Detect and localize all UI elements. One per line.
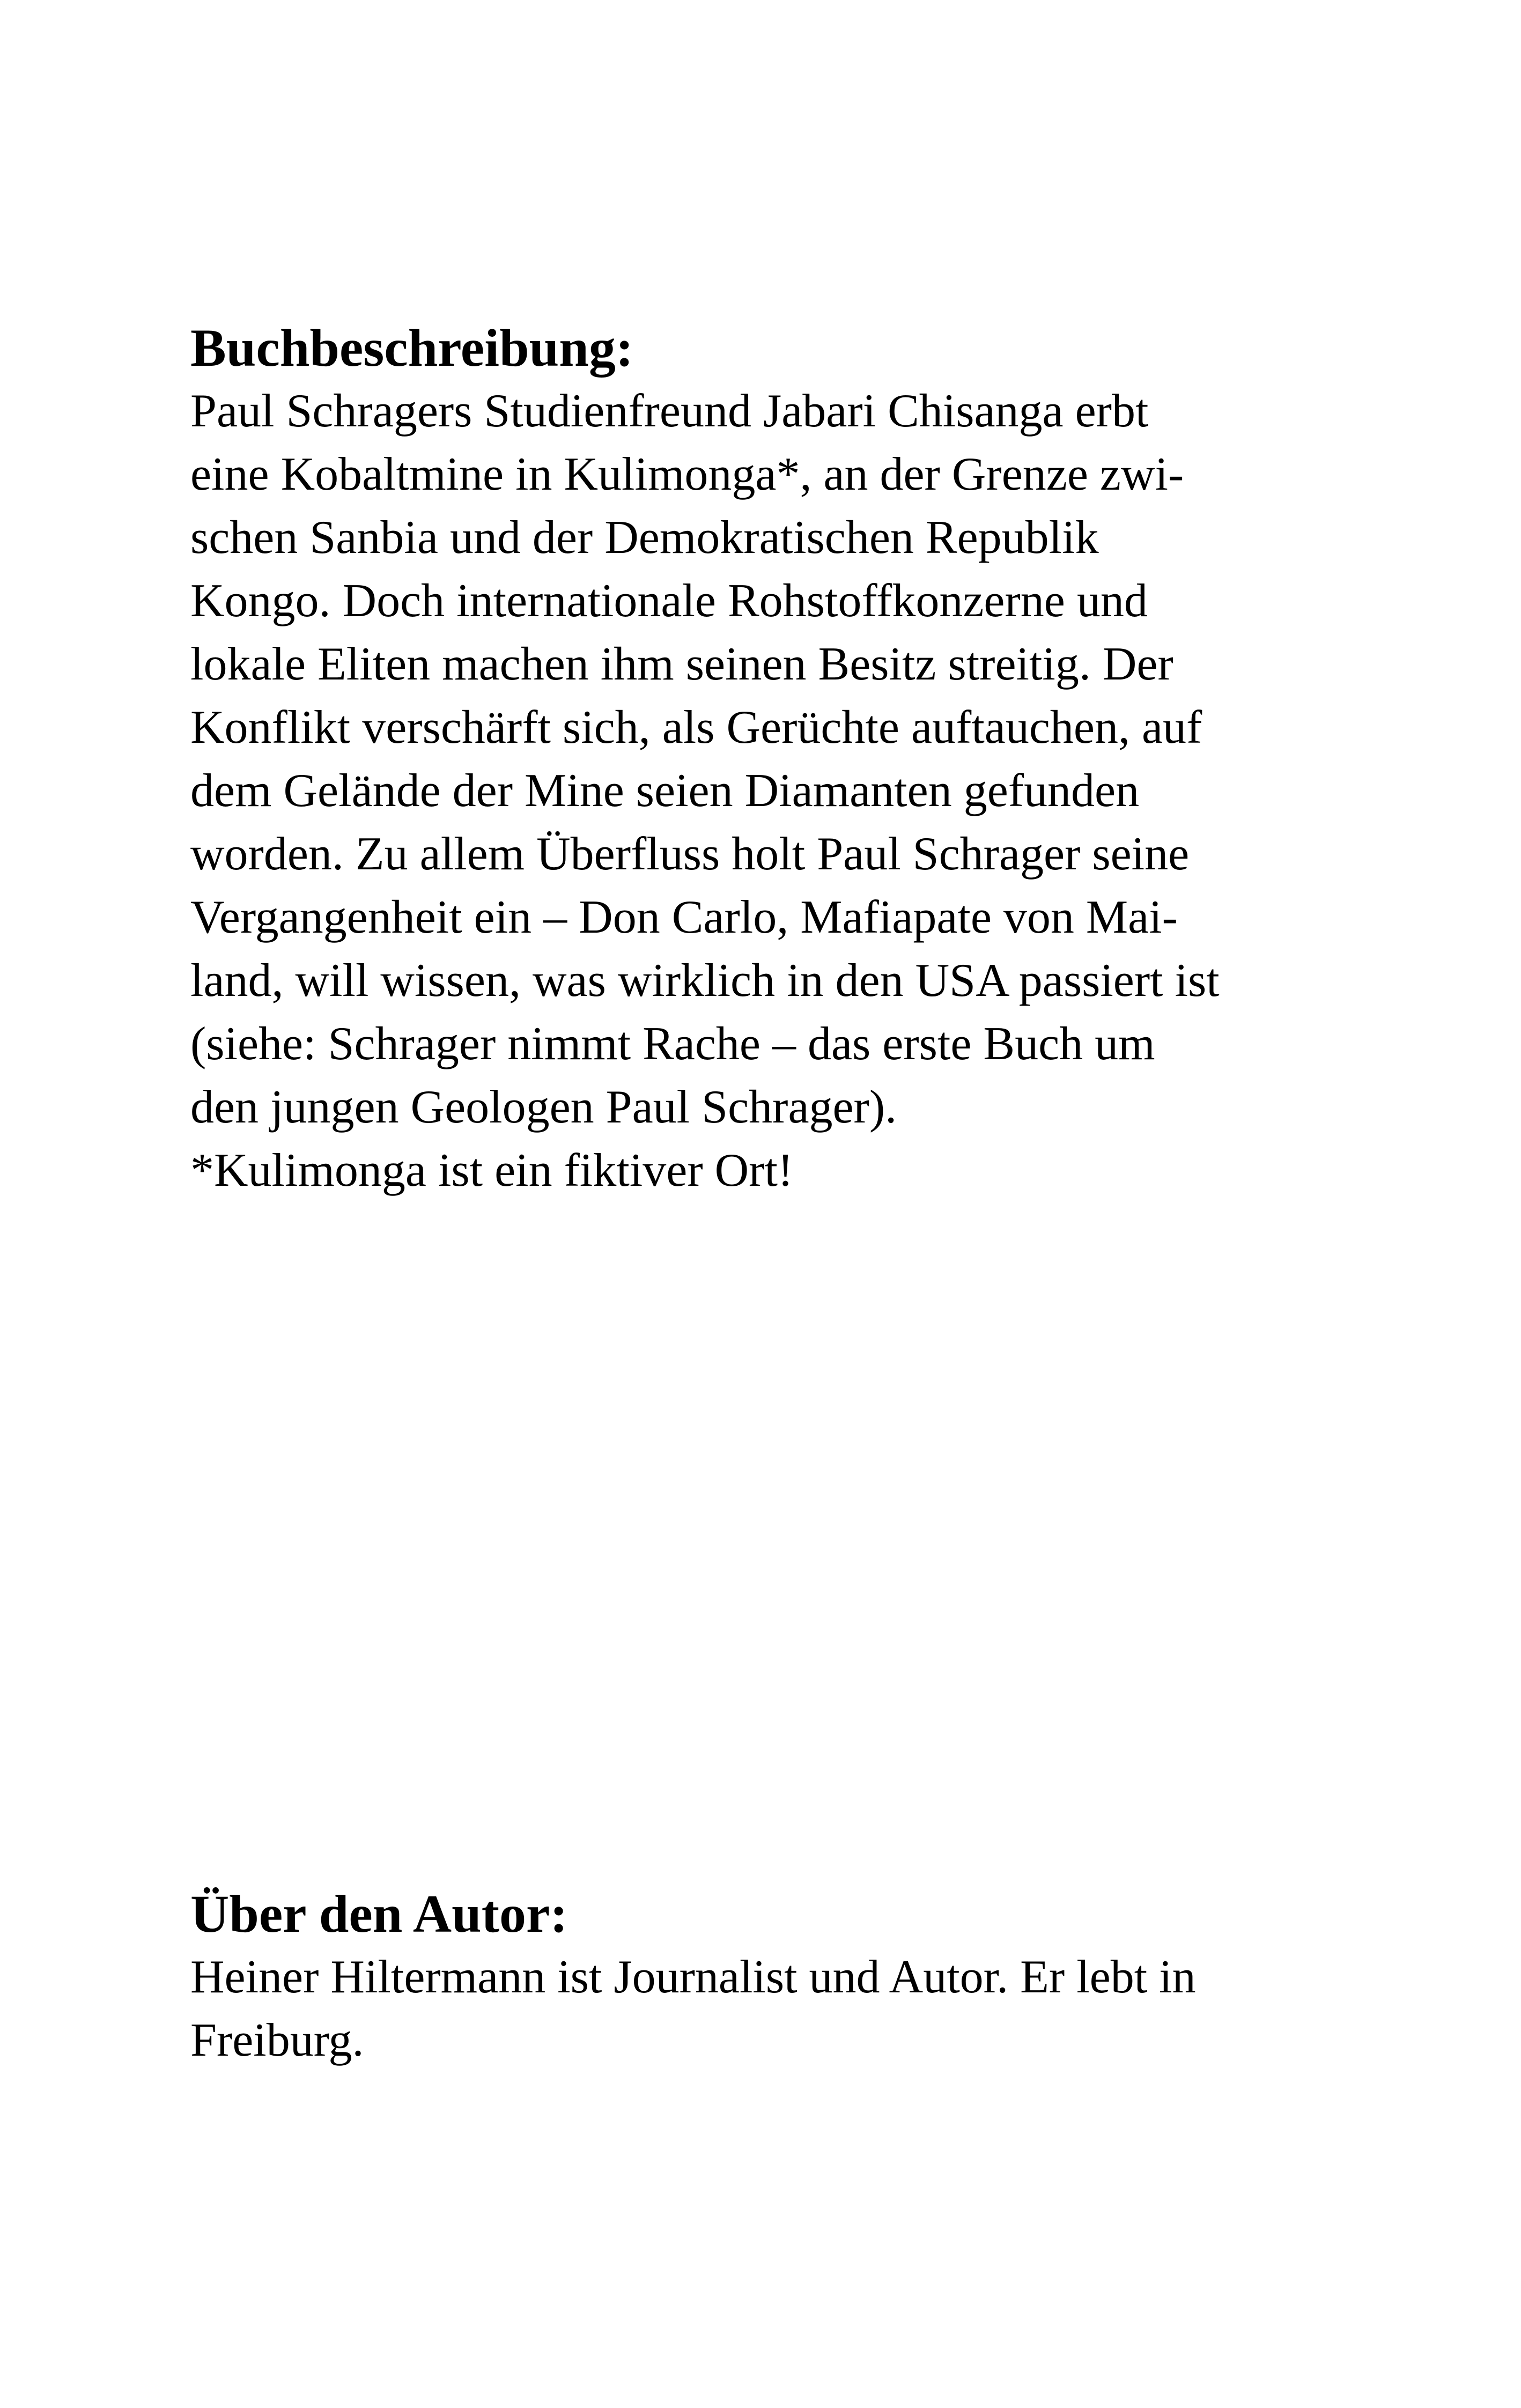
- description-line: schen Sanbia und der Demokratischen Republik: [190, 512, 1099, 564]
- description-line: den jungen Geologen Paul Schrager).: [190, 1081, 897, 1133]
- book-description-heading: Buchbeschreibung:: [190, 318, 634, 378]
- author-line: Freiburg.: [190, 2014, 364, 2066]
- description-line: (siehe: Schrager nimmt Rache – das erste Buch um: [190, 1018, 1155, 1070]
- description-line: dem Gelände der Mine seien Diamanten gefunden: [190, 765, 1140, 817]
- description-line: worden. Zu allem Überfluss holt Paul Schrager seine: [190, 828, 1190, 880]
- about-author-section: [190, 1882, 1478, 2072]
- description-line: land, will wissen, was wirklich in den USA passiert ist: [190, 955, 1220, 1007]
- description-line: Paul Schragers Studienfreund Jabari Chisanga erbt: [190, 385, 1149, 437]
- author-line: Heiner Hiltermann ist Journalist und Autor. Er lebt in: [190, 1951, 1196, 2003]
- description-footnote: *Kulimonga ist ein fiktiver Ort!: [190, 1144, 794, 1196]
- description-line: Vergangenheit ein – Don Carlo, Mafiapate von Mai-: [190, 891, 1178, 943]
- description-line: Kongo. Doch internationale Rohstoffkonzerne und: [190, 575, 1148, 627]
- description-line: Konflikt verschärft sich, als Gerüchte auftauchen, auf: [190, 701, 1202, 754]
- description-line: lokale Eliten machen ihm seinen Besitz streitig. Der: [190, 638, 1173, 690]
- about-author-heading: Über den Autor:: [190, 1884, 568, 1944]
- description-line: eine Kobaltmine in Kulimonga*, an der Grenze zwi-: [190, 448, 1184, 500]
- book-description-section: [190, 316, 1478, 1202]
